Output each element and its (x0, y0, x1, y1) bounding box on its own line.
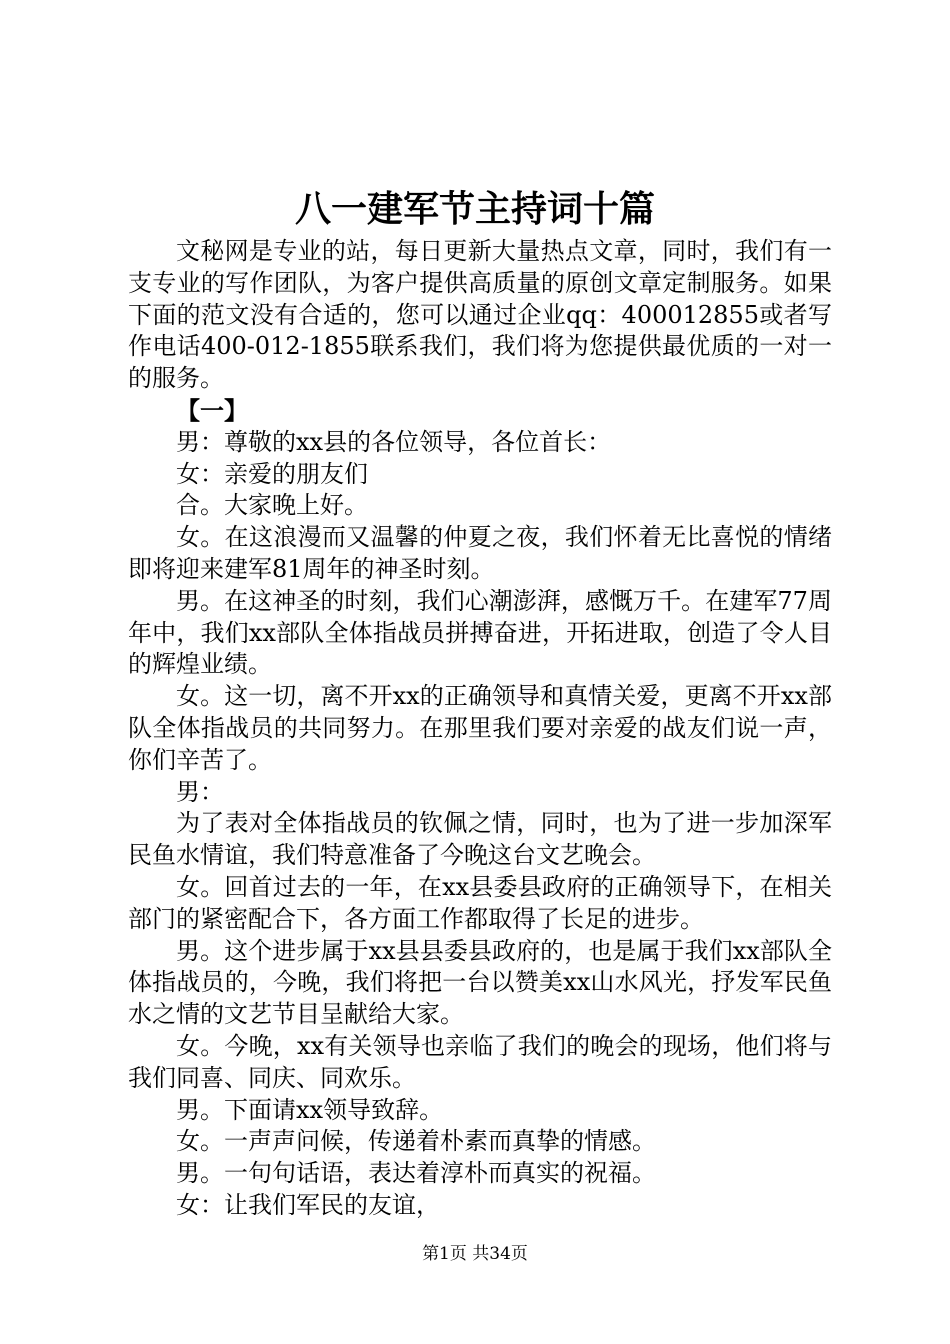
paragraph: 女。今晚，xx有关领导也亲临了我们的晚会的现场，他们将与我们同喜、同庆、同欢乐。 (128, 1031, 832, 1092)
paragraph: 男：尊敬的xx县的各位领导，各位首长： (176, 427, 612, 456)
paragraph: 男。下面请xx领导致辞。 (176, 1095, 444, 1124)
paragraph: 女：亲爱的朋友们 (176, 459, 368, 488)
paragraph: 男。一句句话语，表达着淳朴而真实的祝福。 (176, 1159, 656, 1188)
paragraph: 女。一声声问候，传递着朴素而真挚的情感。 (176, 1127, 656, 1156)
page-number-footer: 第1页 共34页 (422, 1244, 528, 1264)
paragraph: 男。在这神圣的时刻，我们心潮澎湃，感慨万千。在建军77周年中，我们xx部队全体指战员拼搏奋进，开拓进取，创造了令人目的辉煌业绩。 (128, 586, 832, 679)
document-body (128, 236, 832, 1222)
paragraph: 女。在这浪漫而又温馨的仲夏之夜，我们怀着无比喜悦的情绪即将迎来建军81周年的神圣时刻。 (128, 523, 832, 583)
paragraph: 女。这一切，离不开xx的正确领导和真情关爱，更离不开xx部队全体指战员的共同努力。在那里我们要对亲爱的战友们说一声，你们辛苦了。 (128, 682, 832, 774)
section-heading: 【一】 (176, 395, 248, 425)
paragraph: 为了表对全体指战员的钦佩之情，同时，也为了进一步加深军民鱼水情谊，我们特意准备了今晚这台文艺晚会。 (128, 809, 832, 870)
intro-paragraph: 文秘网是专业的站，每日更新大量热点文章，同时，我们有一支专业的写作团队，为客户提供高质量的原创文章定制服务。如果下面的范文没有合适的，您可以通过企业qq：400012855或者写作电话400-012-1855联系我们，我们将为您提供最优质的一对一的服务。 (128, 237, 832, 393)
document-title: 八一建军节主持词十篇 (294, 188, 655, 230)
paragraph: 女：让我们军民的友谊， (176, 1190, 440, 1219)
paragraph: 男。这个进步属于xx县县委县政府的，也是属于我们xx部队全体指战员的，今晚，我们将把一台以赞美xx山水风光，抒发军民鱼水之情的文艺节目呈献给大家。 (128, 936, 832, 1029)
paragraph: 男： (176, 777, 224, 806)
paragraph: 女。回首过去的一年，在xx县委县政府的正确领导下，在相关部门的紧密配合下，各方面工作都取得了长足的进步。 (128, 872, 832, 933)
paragraph: 合。大家晚上好。 (176, 491, 368, 520)
